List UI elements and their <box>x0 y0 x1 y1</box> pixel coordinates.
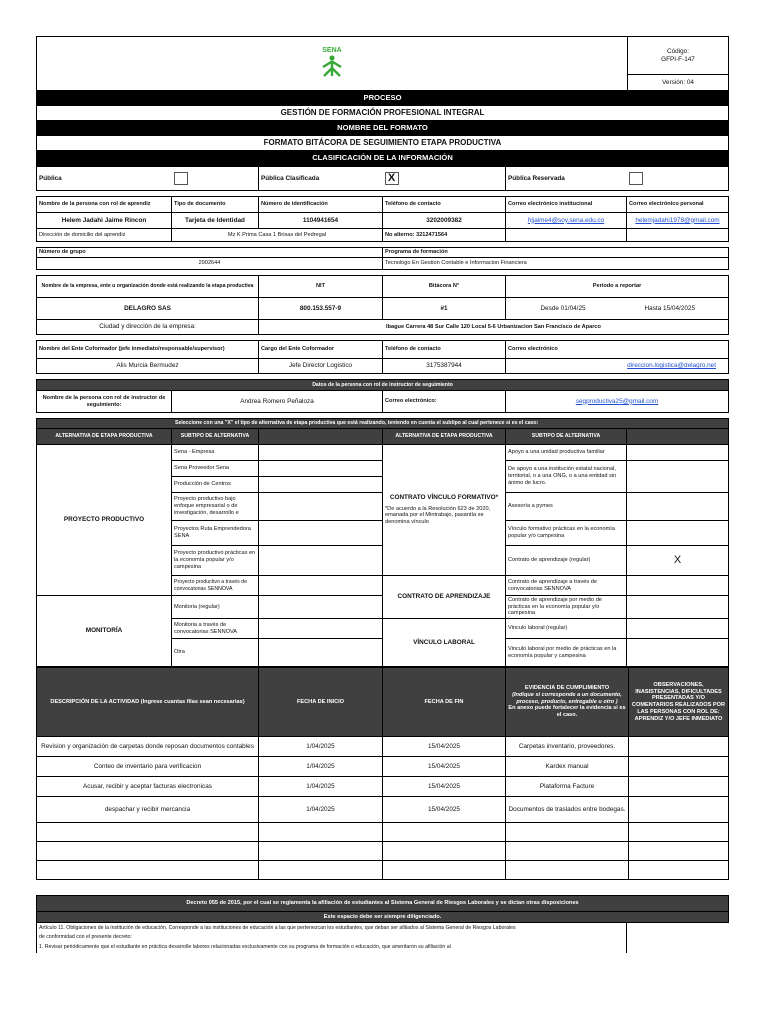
aprendiz-dir: Mz K Prima Casa 1 Brisas del Pedregal <box>172 229 383 242</box>
actividad-empty-cell[interactable] <box>629 861 729 880</box>
version-label: Versión: 04 <box>628 75 729 91</box>
subtipo-item: Vínculo formativo prácticas en la economía popular y/o campesina <box>506 521 627 546</box>
actividad-empty-cell[interactable] <box>383 842 506 861</box>
subtipo-item: Otra <box>172 639 259 667</box>
proyecto-mark-6[interactable] <box>259 576 383 596</box>
contrato-aprendizaje-x-mark[interactable]: X <box>627 546 729 576</box>
aprendiz-num: 1104941654 <box>259 213 383 229</box>
instructor-table <box>36 379 729 413</box>
empresa-nit: 800.153.557-9 <box>259 298 383 320</box>
vinculo-mark-3[interactable] <box>627 521 729 546</box>
evidencia-header-title: EVIDENCIA DE CUMPLIMIENTO <box>524 685 610 692</box>
vinculo-mark-1[interactable] <box>627 461 729 493</box>
sena-logo-cell <box>37 37 628 91</box>
actividad-inicio: 1/04/2025 <box>259 757 383 777</box>
contrato-aprendizaje-label: CONTRATO DE APRENDIZAJE <box>383 576 506 619</box>
bitacora-num: #1 <box>383 298 506 320</box>
empresa-ciudad: Ibague Carrera 48 Sur Calle 120 Local 5-6 Urbanizacion San Francisco de Aparco <box>259 320 729 335</box>
subtipo-item: Contrato de aprendizaje a través de convocatorias SENNOVA <box>506 576 627 596</box>
subtipo-item: Proyecto productivo a través de convocatorias SENNOVA <box>172 576 259 596</box>
subtipo-item: Contrato de aprendizaje (regular) <box>506 546 627 576</box>
actividad-observaciones[interactable] <box>629 757 729 777</box>
aprendizaje-mark-1[interactable] <box>627 576 729 596</box>
decreto-title: Decreto 055 de 2015, por el cual se reglamenta la afiliación de estudiantes al Sistema General de Riesgos Laborales y se dictan otras disposiciones <box>37 896 729 912</box>
actividad-empty-cell[interactable] <box>506 842 629 861</box>
codigo-cell <box>628 37 729 75</box>
vinculo-mark-0[interactable] <box>627 445 729 461</box>
grupo-num: 2902644 <box>37 258 383 270</box>
periodo-values <box>506 298 729 320</box>
bitacora-form <box>36 36 728 953</box>
aprendiz-dir-label: Dirección de domicilio del aprendiz <box>37 229 172 242</box>
subtipo-item: Sena - Empresa <box>172 445 259 461</box>
proyecto-mark-2[interactable] <box>259 477 383 493</box>
actividad-empty-cell[interactable] <box>506 823 629 842</box>
actividad-fin: 15/04/2025 <box>383 737 506 757</box>
proceso-value: GESTIÓN DE FORMACIÓN PROFESIONAL INTEGRAL <box>37 106 729 121</box>
aprendiz-tipo: Tarjeta de Identidad <box>172 213 259 229</box>
coformador-correo-header: Correo electrónico <box>506 341 729 359</box>
subtipo-item: Monitoria (regular) <box>172 596 259 619</box>
coformador-cargo: Jefe Director Logistico <box>259 359 383 374</box>
aprendiz-alterno: No alterno: 3212471564 <box>383 229 506 242</box>
evidencia-header-note: (Indique si corresponde a un documento, proceso, producto, entregable u otro ) <box>512 692 622 705</box>
contrato-vinculo-cell <box>383 445 506 576</box>
coformador-correo-link[interactable]: direccion.logistica@delagro.net <box>506 359 729 374</box>
grupo-num-header: Número de grupo <box>37 248 383 258</box>
subtipo-item: Apoyo a una unidad productiva familiar <box>506 445 627 461</box>
aprendiz-nombre: Helem Jadahi Jaime Rincon <box>37 213 172 229</box>
coformador-cargo-header: Cargo del Ente Coformador <box>259 341 383 359</box>
grupo-table <box>36 247 729 270</box>
laboral-mark-0[interactable] <box>627 619 729 639</box>
decreto-table <box>36 895 729 953</box>
sena-logo-text: SENA <box>322 47 342 55</box>
bitacora-header: Bitácora N° <box>383 276 506 298</box>
actividad-desc: Conteo de inventario para verificacion <box>37 757 259 777</box>
fecha-inicio-header: FECHA DE INICIO <box>259 668 383 737</box>
actividad-observaciones[interactable] <box>629 737 729 757</box>
clasificacion-label: CLASIFICACIÓN DE LA INFORMACIÓN <box>37 151 729 166</box>
subtipo-item: Sena Proveedor Sena <box>172 461 259 477</box>
actividad-evidencia: Documentos de traslados entre bodegas. <box>506 797 629 823</box>
subtipo-item: Contrato de aprendizaje por medio de prácticas en la economía popular y/o campesina <box>506 596 627 619</box>
alternativas-table <box>36 418 729 667</box>
decreto-subtitle: Este espacio debe ser siempre diligenciado. <box>37 912 729 923</box>
instructor-correo-link[interactable]: segproductiva25@gmail.com <box>506 391 729 413</box>
alt-header-right: ALTERNATIVA DE ETAPA PRODUCTIVA <box>383 429 506 445</box>
vinculo-mark-2[interactable] <box>627 493 729 521</box>
actividad-empty-cell[interactable] <box>37 823 259 842</box>
observaciones-header: OBSERVACIONES, INASISTENCIAS, DIFICULTADES PRESENTADAS Y/O COMENTARIOS REALIZADOS POR LAS PERSONAS CON ROL DE: APRENDIZ Y/O JEFE INMEDIATO <box>629 668 729 737</box>
subtipo-item: Vinculo laboral (regular) <box>506 619 627 639</box>
aprendiz-tel-header: Teléfono de contacto <box>383 197 506 213</box>
subtipo-item: De apoyo a una institución estatal nacional, territorial, o a una ONG, o a una entidad sin ánimo de lucro. <box>506 461 627 493</box>
subtipo-item: Proyecto productivo prácticas en la economía popular y/o campesina <box>172 546 259 576</box>
programa-value: Tecnologo En Gestion Contable e Informacion Financiera <box>383 258 729 270</box>
empresa-nit-header: NIT <box>259 276 383 298</box>
aprendiz-nombre-header: Nombre de la persona con rol de aprendiz <box>37 197 172 213</box>
proyecto-mark-1[interactable] <box>259 461 383 477</box>
actividad-observaciones[interactable] <box>629 777 729 797</box>
sub-header-right: SUBTIPO DE ALTERNATIVA <box>506 429 627 445</box>
actividad-inicio: 1/04/2025 <box>259 777 383 797</box>
fecha-fin-header: FECHA DE FIN <box>383 668 506 737</box>
contrato-vinculo-note: *De acuerdo a la Resolución 623 de 2020, emanada por el Mintrabajo, pasantía se denomina vínculo <box>385 505 491 526</box>
actividad-empty-cell[interactable] <box>259 842 383 861</box>
subtipo-item: Proyectos Ruta Emprendedora SENA <box>172 521 259 546</box>
proyecto-mark-0[interactable] <box>259 445 383 461</box>
actividad-empty-cell[interactable] <box>259 861 383 880</box>
actividad-empty-cell[interactable] <box>37 861 259 880</box>
sena-logo <box>320 47 344 80</box>
proyecto-mark-5[interactable] <box>259 546 383 576</box>
publica-clasificada-checkbox[interactable]: X <box>385 172 399 185</box>
sena-logo-icon <box>320 55 344 77</box>
monitoria-label: MONITORÍA <box>37 596 172 667</box>
decreto-line: Artículo 11. Obligaciones de la institución de educación. Corresponde a las instituciones de educación a las que pertenezcan los estudiantes, que deban ser afiliados al Sistema General de Riesgos Laborales <box>37 923 627 933</box>
actividad-evidencia: Carpetas inventario, proveedores. <box>506 737 629 757</box>
subtipo-item: Proyecto productivo bajo enfoque empresarial o de investigación, desarrollo e <box>172 493 259 521</box>
programa-header: Programa de formación <box>383 248 729 258</box>
codigo-label: Código: <box>666 47 690 55</box>
nombre-formato-label: NOMBRE DEL FORMATO <box>37 121 729 136</box>
actividad-inicio: 1/04/2025 <box>259 737 383 757</box>
periodo-hasta: Hasta 15/04/2025 <box>644 304 696 312</box>
monitoria-mark-0[interactable] <box>259 596 383 619</box>
alt-header-left: ALTERNATIVA DE ETAPA PRODUCTIVA <box>37 429 172 445</box>
subtipo-item: Vinculo laboral por medio de prácticas en la economía popular y campesina <box>506 639 627 667</box>
aprendiz-tel: 3202009382 <box>383 213 506 229</box>
actividad-empty-cell[interactable] <box>629 823 729 842</box>
actividades-table <box>36 667 729 880</box>
decreto-line: de conformidad con el presente decreto: <box>37 933 627 943</box>
actividad-desc-header: DESCRIPCIÓN DE LA ACTIVIDAD (Ingrese cuantas filas sean necesarias) <box>37 668 259 737</box>
contrato-vinculo-label: CONTRATO VÍNCULO FORMATIVO* <box>389 494 499 502</box>
actividad-empty-cell[interactable] <box>383 823 506 842</box>
proyecto-mark-3[interactable] <box>259 493 383 521</box>
actividad-empty-cell[interactable] <box>37 842 259 861</box>
periodo-desde: Desde 01/04/25 <box>540 304 586 312</box>
periodo-header: Período a reportar <box>506 276 729 298</box>
coformador-nombre-header: Nombre del Ente Coformador (jefe inmediato/responsable/supervisor) <box>37 341 259 359</box>
actividad-empty-cell[interactable] <box>629 842 729 861</box>
subtipo-item: Monitoria a través de convocatorias SENNOVA <box>172 619 259 639</box>
actividad-empty-cell[interactable] <box>383 861 506 880</box>
actividad-fin: 15/04/2025 <box>383 797 506 823</box>
empresa-ciudad-label: Ciudad y dirección de la empresa: <box>37 320 259 335</box>
aprendiz-table <box>36 196 729 242</box>
proyecto-mark-4[interactable] <box>259 521 383 546</box>
decreto-line: 1. Revisar periódicamente que el estudiante en práctica desarrolle labores relacionadas exclusivamente con su programa de formación o educación, que ameritaron su afiliación al <box>37 943 627 953</box>
coformador-tel: 3175387944 <box>383 359 506 374</box>
codigo-value: GFPI-F-147 <box>661 55 695 63</box>
coformador-table <box>36 340 729 374</box>
monitoria-mark-2[interactable] <box>259 639 383 667</box>
actividad-empty-cell[interactable] <box>506 861 629 880</box>
publica-clasificada-label: Pública Clasificada <box>259 167 383 191</box>
aprendizaje-mark-2[interactable] <box>627 596 729 619</box>
publica-reservada-checkbox[interactable] <box>629 172 643 185</box>
instructor-section-header: Datos de la persona con rol de instructor de seguimiento <box>37 380 729 391</box>
monitoria-mark-1[interactable] <box>259 619 383 639</box>
coformador-nombre: Alis Murcia Bermudez <box>37 359 259 374</box>
actividad-inicio: 1/04/2025 <box>259 797 383 823</box>
publica-label: Pública <box>37 167 172 191</box>
clasificacion-table <box>36 166 729 191</box>
evidencia-header-anexo: En anexo puede fortalecer la evidencia si es el caso. <box>508 705 626 719</box>
aprendiz-correo-inst-link[interactable]: hjjaime4@soy.sena.edu.co <box>506 213 627 229</box>
laboral-mark-1[interactable] <box>627 639 729 667</box>
publica-reservada-label: Pública Reservada <box>506 167 627 191</box>
actividad-observaciones[interactable] <box>629 797 729 823</box>
empresa-nombre: DELAGRO SAS <box>37 298 259 320</box>
vinculo-laboral-label: VÍNCULO LABORAL <box>383 619 506 667</box>
actividad-empty-cell[interactable] <box>259 823 383 842</box>
coformador-tel-header: Teléfono de contacto <box>383 341 506 359</box>
actividad-fin: 15/04/2025 <box>383 777 506 797</box>
subtipo-item: Asesoría a pymes <box>506 493 627 521</box>
empresa-table <box>36 275 729 335</box>
proceso-label: PROCESO <box>37 91 729 106</box>
aprendiz-num-header: Número de identificación <box>259 197 383 213</box>
aprendiz-correo-pers-link[interactable]: helemjadahi1978@gmail.com <box>627 213 729 229</box>
actividad-desc: Revision y organización de carpetas donde reposan documentos contables <box>37 737 259 757</box>
aprendiz-tipo-header: Tipo de documento <box>172 197 259 213</box>
subtipo-item: Producción de Centros <box>172 477 259 493</box>
sub-header-left: SUBTIPO DE ALTERNATIVA <box>172 429 259 445</box>
actividad-fin: 15/04/2025 <box>383 757 506 777</box>
aprendiz-correo-pers-header: Correo electrónico personal <box>627 197 729 213</box>
alternativas-instruction: Seleccione con una "X" el tipo de alternativa de etapa productiva que está realizando, teniendo en cuenta el subtipo al cual pertenece si es el caso: <box>37 419 729 429</box>
publica-checkbox[interactable] <box>174 172 188 185</box>
actividad-desc: Acusar, recibir y aceptar facturas electronicas <box>37 777 259 797</box>
instructor-nombre-header: Nombre de la persona con rol de instructor de seguimiento: <box>37 391 172 413</box>
actividad-evidencia: Plataforma Facture <box>506 777 629 797</box>
instructor-correo-header: Correo electrónico: <box>383 391 506 413</box>
actividad-desc: despachar y recibir mercancia <box>37 797 259 823</box>
evidencia-header <box>506 668 629 737</box>
nombre-formato-value: FORMATO BITÁCORA DE SEGUIMIENTO ETAPA PRODUCTIVA <box>37 136 729 151</box>
proyecto-productivo-label: PROYECTO PRODUCTIVO <box>37 445 172 596</box>
actividad-evidencia: Kardex manual <box>506 757 629 777</box>
aprendiz-correo-inst-header: Correo electrónico institucional <box>506 197 627 213</box>
empresa-nombre-header: Nombre de la empresa, ente u organización donde está realizando la etapa productiva <box>37 276 259 298</box>
form-header <box>36 36 729 166</box>
instructor-nombre: Andrea Romero Peñaloza <box>172 391 383 413</box>
